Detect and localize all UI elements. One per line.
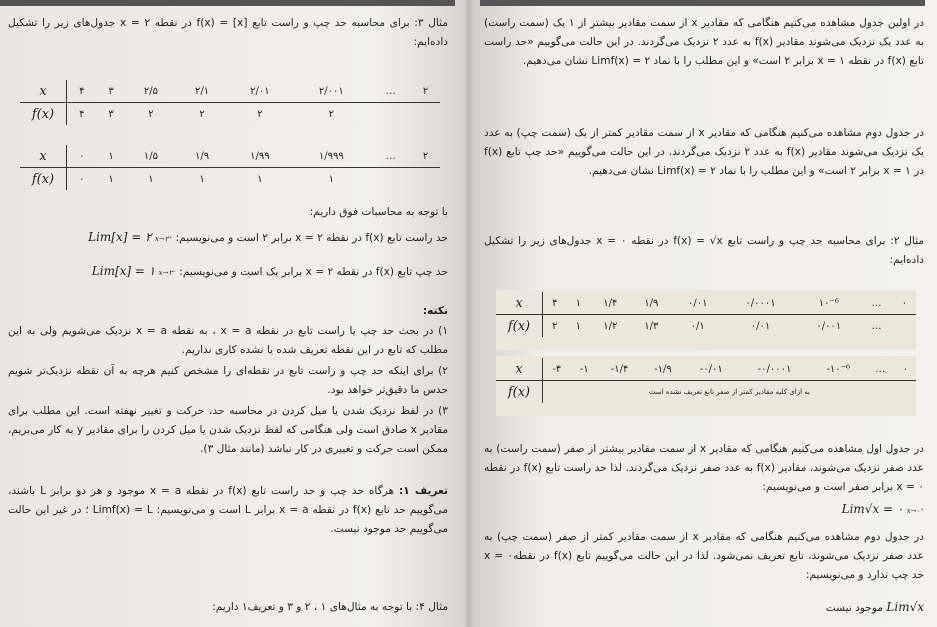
- table-floor-left: [20, 145, 440, 190]
- table-cell: ۴: [543, 292, 567, 315]
- table-cell: ۰/۰۰۰۱: [724, 292, 798, 315]
- note-title: نکته:: [422, 305, 448, 317]
- table-f-label: f(x): [20, 103, 67, 126]
- table-cell: ۴: [67, 80, 97, 103]
- table-cell: -۰/۰۱: [685, 358, 738, 381]
- right-limit-text: حد راست تابع f(x) در نقطه ۲ = x برابر ۲ است و می‌نویسیم:: [175, 232, 448, 244]
- page-top-rule: [480, 0, 925, 6]
- sqrt-left-limit-text: موجود نیست: [825, 602, 884, 614]
- table-cell: ۴: [79, 108, 85, 120]
- table-cell: ۲/۵: [125, 80, 176, 103]
- right-limit-line: [8, 228, 448, 249]
- example-4-header: مثال ۴: با توجه به مثال‌های ۱ ، ۲ و ۳ و تعریف۱ داریم:: [212, 601, 448, 613]
- table-floor-right: [20, 80, 440, 125]
- table-x-label: x: [496, 292, 543, 315]
- table-cell: ۳: [97, 80, 126, 103]
- table-cell: ۱/۳: [644, 320, 659, 332]
- definition-text: هرگاه حد چپ و حد راست تابع f(x) در نقطه x = a موجود و هر دو برابر L باشند، می‌گوییم حد تابع f(x) در نقطه x = a برابر L است و می‌نویسیم: Limf(x) = L ؛ در غیر این حالت می‌گوییم حد موجود نیست.: [8, 485, 449, 535]
- table-cell: [370, 103, 411, 126]
- note-2: ۲) برای اینکه حد چپ و راست تابع در نقطه‌ای را مشخص کنیم هرچه به آن نقطه نزدیک‌تر شویم حدس ما دقیق‌تر خواهد بود.: [8, 365, 448, 396]
- table-cell: ۲: [148, 108, 154, 120]
- left-limit-text: حد چپ تابع f(x) در نقطه ۲ = x برابر یک است و می‌نویسیم:: [179, 266, 448, 278]
- table-cell: ۱/۹: [177, 145, 228, 168]
- table-sqrt-right: [496, 292, 916, 337]
- paragraph-sqrt-right: در جدول اول مشاهده می‌کنیم هنگامی که مقادیر x از سمت مقادیر بیشتر از صفر (سمت راست) به عدد صفر نزدیک می‌شوند، مقادیر f(x) به عدد صفر نزدیک می‌گردند. لذا حد راست تابع f(x) در نقطه ۰ = x برابر صفر است و می‌نویسیم:: [484, 443, 924, 493]
- table-cell: [893, 315, 916, 338]
- page-top-rule: [0, 0, 455, 6]
- table-cell: ۰/۰۰۱: [816, 320, 842, 332]
- table-cell: ۰: [895, 358, 916, 381]
- table-sqrt-left: [496, 358, 916, 403]
- table-cell: ۱: [148, 173, 154, 185]
- table-cell: ۱: [328, 173, 335, 185]
- table-cell: ۲: [257, 108, 263, 120]
- table-cell: -۱/۴: [598, 358, 641, 381]
- table-cell: -۰/۰۰۰۱: [738, 358, 811, 381]
- table-cell: ۱: [199, 173, 205, 185]
- table-cell: ۱: [97, 145, 126, 168]
- sqrt-right-limit-line: [484, 500, 924, 521]
- table-cell: -۱: [571, 358, 598, 381]
- table-undefined-note: به ازای کلیه مقادیر کمتر از صفر تابع تعریف نشده است: [649, 388, 810, 396]
- table-cell: ۱: [575, 320, 581, 332]
- table-cell: ۲: [552, 320, 558, 332]
- right-page: [470, 0, 937, 627]
- table-f-label: f(x): [496, 381, 543, 404]
- left-limit-subscript: x→۲⁻: [158, 269, 176, 277]
- table-f-label: f(x): [20, 168, 67, 191]
- table-cell: ۲: [199, 108, 205, 120]
- left-limit-formula: Lim[x] = ۱: [91, 264, 156, 278]
- table-cell: ۲/۱: [177, 80, 228, 103]
- definition-title: تعریف ۱:: [398, 485, 448, 497]
- table-cell: ۱: [567, 292, 590, 315]
- table-cell: ۱/۲: [603, 320, 618, 332]
- table-cell: ۰: [79, 173, 85, 185]
- table-cell: ۱/۹۹: [228, 145, 293, 168]
- table-cell: ۰/۰۱: [750, 320, 771, 332]
- table-cell: ۲/۰۰۱: [292, 80, 370, 103]
- note-3: ۳) در لفظ نزدیک شدن یا میل کردن در محاسبه حد، حرکت و تغییر نهفته است. این مطلب برای مقادیر x صادق است ولی هنگامی که لفظ نزدیک شدن یا میل کردن را برای مقادیر y به کار می‌بریم، ممکن است حرکت و تغییری در کار نباشد (مانند مثال ۳).: [8, 405, 449, 455]
- table-cell: -۴: [543, 358, 571, 381]
- table-cell: …: [370, 145, 411, 168]
- note-1: ۱) در بحث حد چپ یا راست تابع در نقطه x = a ، به نقطه x = a نزدیک می‌شویم ولی به این مطلب که تابع در این نقطه تعریف شده یا نشده کاری نداریم.: [8, 325, 449, 356]
- table-cell: ۰: [67, 145, 97, 168]
- table-cell: …: [871, 320, 882, 332]
- table-cell: ۱/۵: [125, 145, 176, 168]
- table-cell: ۲: [411, 145, 440, 168]
- example-3-header: مثال ۳: برای محاسبه حد چپ و راست تابع [x] = f(x) در نقطه ۲ = x جدول‌های زیر را تشکیل داده‌ایم:: [8, 17, 448, 48]
- table-cell: ۰/۱: [690, 320, 705, 332]
- table-x-label: x: [496, 358, 543, 381]
- sqrt-left-limit-line: [484, 598, 924, 618]
- definition-1: [8, 482, 448, 539]
- paragraph-left-limit: در جدول دوم مشاهده می‌کنیم هنگامی که مقادیر x از سمت مقادیر کمتر از یک (سمت چپ) به عدد یک نزدیک می‌شوند مقادیر f(x) به عدد ۲ نزدیک می‌گردند. در این حالت می‌گوییم «حد چپ تابع f(x) در ۱ = x برابر ۲ است» و این مطلب را با نماد Limf(x) = ۲ نشان می‌دهیم.: [484, 127, 924, 177]
- sqrt-right-limit-formula: Lim√x = ۰: [841, 502, 904, 516]
- table-cell: ۱/۹: [631, 292, 672, 315]
- right-limit-subscript: x→۲⁺: [154, 235, 173, 243]
- table-cell: …: [860, 292, 893, 315]
- table-cell: ۱/۴: [590, 292, 631, 315]
- calc-intro: با توجه به محاسبات فوق داریم:: [309, 206, 448, 218]
- sqrt-right-limit-subscript: x→۰⁺: [906, 507, 924, 515]
- table-cell: ۱: [257, 173, 263, 185]
- table-cell: ۲: [328, 108, 335, 120]
- table-cell: -۱/۹: [641, 358, 684, 381]
- table-cell: [370, 168, 411, 191]
- paragraph-right-limit: در اولین جدول مشاهده می‌کنیم هنگامی که مقادیر x از سمت مقادیر بیشتر از ۱ یک (سمت راست) به عدد یک نزدیک می‌شوند مقادیر f(x) به عدد ۲ نزدیک می‌گردند. در این حالت می‌گوییم «حد راست تابع f(x) در نقطه ۱ = x برابر ۲ است» و این مطلب را با نماد Limf(x) = ۲ نشان می‌دهیم.: [484, 17, 924, 67]
- table-cell: ۱۰⁻⁶: [797, 292, 860, 315]
- table-cell: ۱: [108, 173, 114, 185]
- table-cell: ۰/۰۱: [672, 292, 724, 315]
- table-cell: -۱۰⁻⁶: [811, 358, 865, 381]
- table-cell: ۰: [893, 292, 916, 315]
- table-cell: [411, 168, 440, 191]
- table-cell: …: [865, 358, 895, 381]
- table-x-label: x: [20, 145, 67, 168]
- left-limit-line: [8, 262, 448, 283]
- table-cell: ۳: [108, 108, 114, 120]
- table-cell: ۱/۹۹۹: [292, 145, 370, 168]
- table-cell: ۲: [411, 80, 440, 103]
- table-x-label: x: [20, 80, 67, 103]
- example-2-header: مثال ۲: برای محاسبه حد چپ و راست تابع f(x) = √x در نقطه ۰ = x جدول‌های زیر را تشکیل داده‌ایم:: [484, 235, 925, 266]
- table-f-label: f(x): [496, 315, 543, 338]
- table-cell: [411, 103, 440, 126]
- paragraph-sqrt-left: در جدول دوم مشاهده می‌کنیم هنگامی که مقادیر x از سمت مقادیر کمتر از صفر (سمت چپ) به عدد صفر نزدیک می‌شوند، تابع تعریف نمی‌شود. لذا در این حالت می‌گوییم تابع f(x) در نقطه۰ = x حد چپ ندارد و می‌نویسیم:: [484, 531, 924, 581]
- left-page: [0, 0, 460, 627]
- table-cell: ۲/۰۱: [228, 80, 293, 103]
- right-limit-formula: Lim[x] = ۲: [88, 230, 152, 244]
- sqrt-left-limit-formula: Lim√x: [886, 600, 924, 614]
- table-cell: …: [370, 80, 411, 103]
